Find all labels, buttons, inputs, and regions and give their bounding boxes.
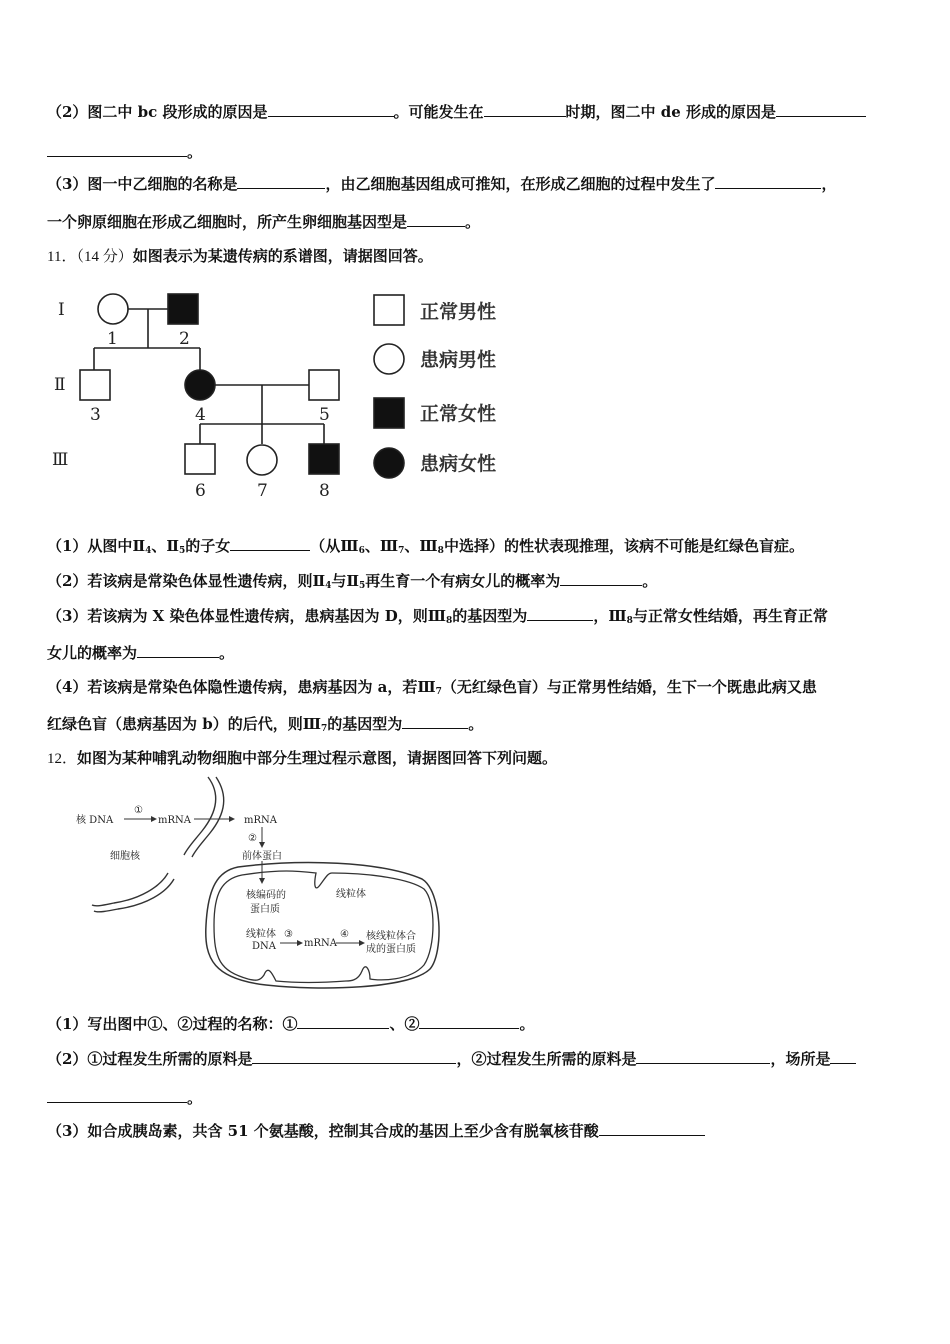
legend-affected-male-label: 患病男性: [420, 349, 497, 371]
q10-part2-line1: （2）图二中 bc 段形成的原因是 。可能发生在 时期，图二中 de 形成的原因是: [47, 102, 866, 122]
mito-synthesized-protein-label-1: 核线粒体合: [366, 931, 416, 942]
nucleus-label: 细胞核: [110, 851, 140, 862]
legend-affected-male-icon: [374, 344, 404, 374]
q11-stem: 11．（14 分）如图表示为某遗传病的系谱图，请据图回答。: [47, 247, 433, 265]
q12-sub2-line1: （2）①过程发生所需的原料是 ，②过程发生所需的原料是 ，场所是: [47, 1049, 856, 1069]
individual-6-square: [185, 444, 215, 474]
q11-sub4-line1: （4）若该病是常染色体隐性遗传病，患病基因为 a，若$Ⅲ_7$（无红绿色盲）与正常男性结婚，生下一个既患此病又患: [47, 678, 817, 697]
q10-part2-line2: 。: [47, 142, 202, 162]
individual-label-3: 3: [90, 405, 101, 425]
q11-sub2: （2）若该病是常染色体显性遗传病，则$Ⅱ_4$与$Ⅱ_5$再生育一个有病女儿的概率为 。: [47, 572, 658, 591]
precursor-protein-label: 前体蛋白: [242, 851, 282, 862]
q12-stem: 12．如图为某种哺乳动物细胞中部分生理过程示意图，请据图回答下列问题。: [47, 749, 558, 767]
legend-normal-female-icon: [374, 398, 404, 428]
nuclear-encoded-protein-label-1: 核编码的: [246, 890, 286, 901]
mitochondrion-inner-membrane: [214, 871, 433, 983]
answer-blank[interactable]: [402, 714, 468, 729]
legend-normal-female-label: 正常女性: [420, 403, 497, 425]
answer-blank[interactable]: [776, 102, 866, 117]
generation-label-3: Ⅲ: [52, 450, 69, 470]
individual-5-square: [309, 370, 339, 400]
answer-blank[interactable]: [237, 174, 325, 189]
q11-sub3-line1: （3）若该病为 X 染色体显性遗传病，患病基因为 D，则$Ⅲ_8$的基因型为 ，$Ⅲ_8$与正常女性结婚，再生育正常: [47, 607, 828, 626]
q10-part3-line1: （3）图一中乙细胞的名称是 ，由乙细胞基因组成可推知，在形成乙细胞的过程中发生了 ，: [47, 175, 837, 193]
step-2-label: ②: [248, 833, 257, 844]
answer-blank[interactable]: [252, 1049, 456, 1064]
nuclear-dna-label: 核 DNA: [76, 815, 114, 826]
nuclear-envelope-bottom: [92, 873, 168, 906]
answer-blank[interactable]: [137, 643, 219, 658]
nuclear-encoded-protein-label-2: 蛋白质: [250, 904, 280, 915]
legend-affected-female-label: 患病女性: [420, 453, 497, 475]
q11-sub1: （1）从图中$Ⅱ_4$、$Ⅱ_5$的子女 （从$Ⅲ_6$、$Ⅲ_7$、$Ⅲ_8$中选择）的性状表现推理，该病不可能是红绿色盲症。: [47, 537, 804, 556]
individual-7-circle: [247, 445, 277, 475]
answer-blank[interactable]: [636, 1049, 770, 1064]
individual-label-5: 5: [319, 405, 330, 425]
individual-3-square: [80, 370, 110, 400]
answer-blank[interactable]: [560, 571, 642, 586]
individual-label-7: 7: [257, 481, 268, 501]
individual-label-6: 6: [195, 481, 206, 501]
step-3-label: ③: [284, 929, 293, 940]
pedigree-chart: [40, 282, 540, 512]
answer-blank[interactable]: [599, 1121, 705, 1136]
step-1-label: ①: [134, 805, 143, 816]
cell-process-diagram: [70, 775, 450, 1000]
mitochondrion-label: 线粒体: [336, 889, 366, 900]
answer-blank[interactable]: [484, 102, 566, 117]
individual-label-8: 8: [319, 481, 330, 501]
individual-label-1: 1: [107, 329, 118, 349]
answer-blank[interactable]: [715, 174, 821, 189]
answer-blank[interactable]: [47, 142, 187, 157]
generation-label-2: Ⅱ: [54, 375, 66, 395]
individual-2-square: [168, 294, 198, 324]
individual-label-2: 2: [179, 329, 190, 349]
individual-1-circle: [98, 294, 128, 324]
mrna-label-2: mRNA: [244, 815, 277, 826]
individual-8-square: [309, 444, 339, 474]
answer-blank[interactable]: [268, 102, 394, 117]
answer-blank[interactable]: [230, 536, 310, 551]
answer-blank[interactable]: [527, 606, 593, 621]
q11-sub4-line2: 红绿色盲（患病基因为 b）的后代，则$Ⅲ_7$的基因型为 。: [47, 715, 484, 734]
answer-blank[interactable]: [830, 1049, 856, 1064]
individual-label-4: 4: [195, 405, 206, 425]
legend-affected-female-icon: [374, 448, 404, 478]
mrna-label-3: mRNA: [304, 938, 337, 949]
mito-dna-label-2: DNA: [252, 941, 276, 952]
answer-blank[interactable]: [407, 212, 465, 227]
q12-sub3: （3）如合成胰岛素，共含 51 个氨基酸，控制其合成的基因上至少含有脱氧核苷酸: [47, 1121, 705, 1141]
mito-synthesized-protein-label-2: 成的蛋白质: [366, 944, 416, 955]
mito-dna-label-1: 线粒体: [246, 929, 276, 940]
legend-normal-male-label: 正常男性: [420, 301, 497, 323]
mrna-label-1: mRNA: [158, 815, 191, 826]
q12-sub2-line2: 。: [47, 1088, 202, 1108]
q11-sub3-line2: 女儿的概率为 。: [47, 644, 235, 662]
answer-blank[interactable]: [47, 1088, 187, 1103]
legend-normal-male-icon: [374, 295, 404, 325]
individual-4-circle: [185, 370, 215, 400]
answer-blank[interactable]: [419, 1014, 519, 1029]
q10-part3-line2: 一个卵原细胞在形成乙细胞时，所产生卵细胞基因型是 。: [47, 213, 481, 231]
step-4-label: ④: [340, 929, 349, 940]
generation-label-1: Ⅰ: [58, 300, 65, 320]
answer-blank[interactable]: [297, 1014, 389, 1029]
q12-sub1: （1）写出图中①、②过程的名称：① 、② 。: [47, 1015, 535, 1033]
